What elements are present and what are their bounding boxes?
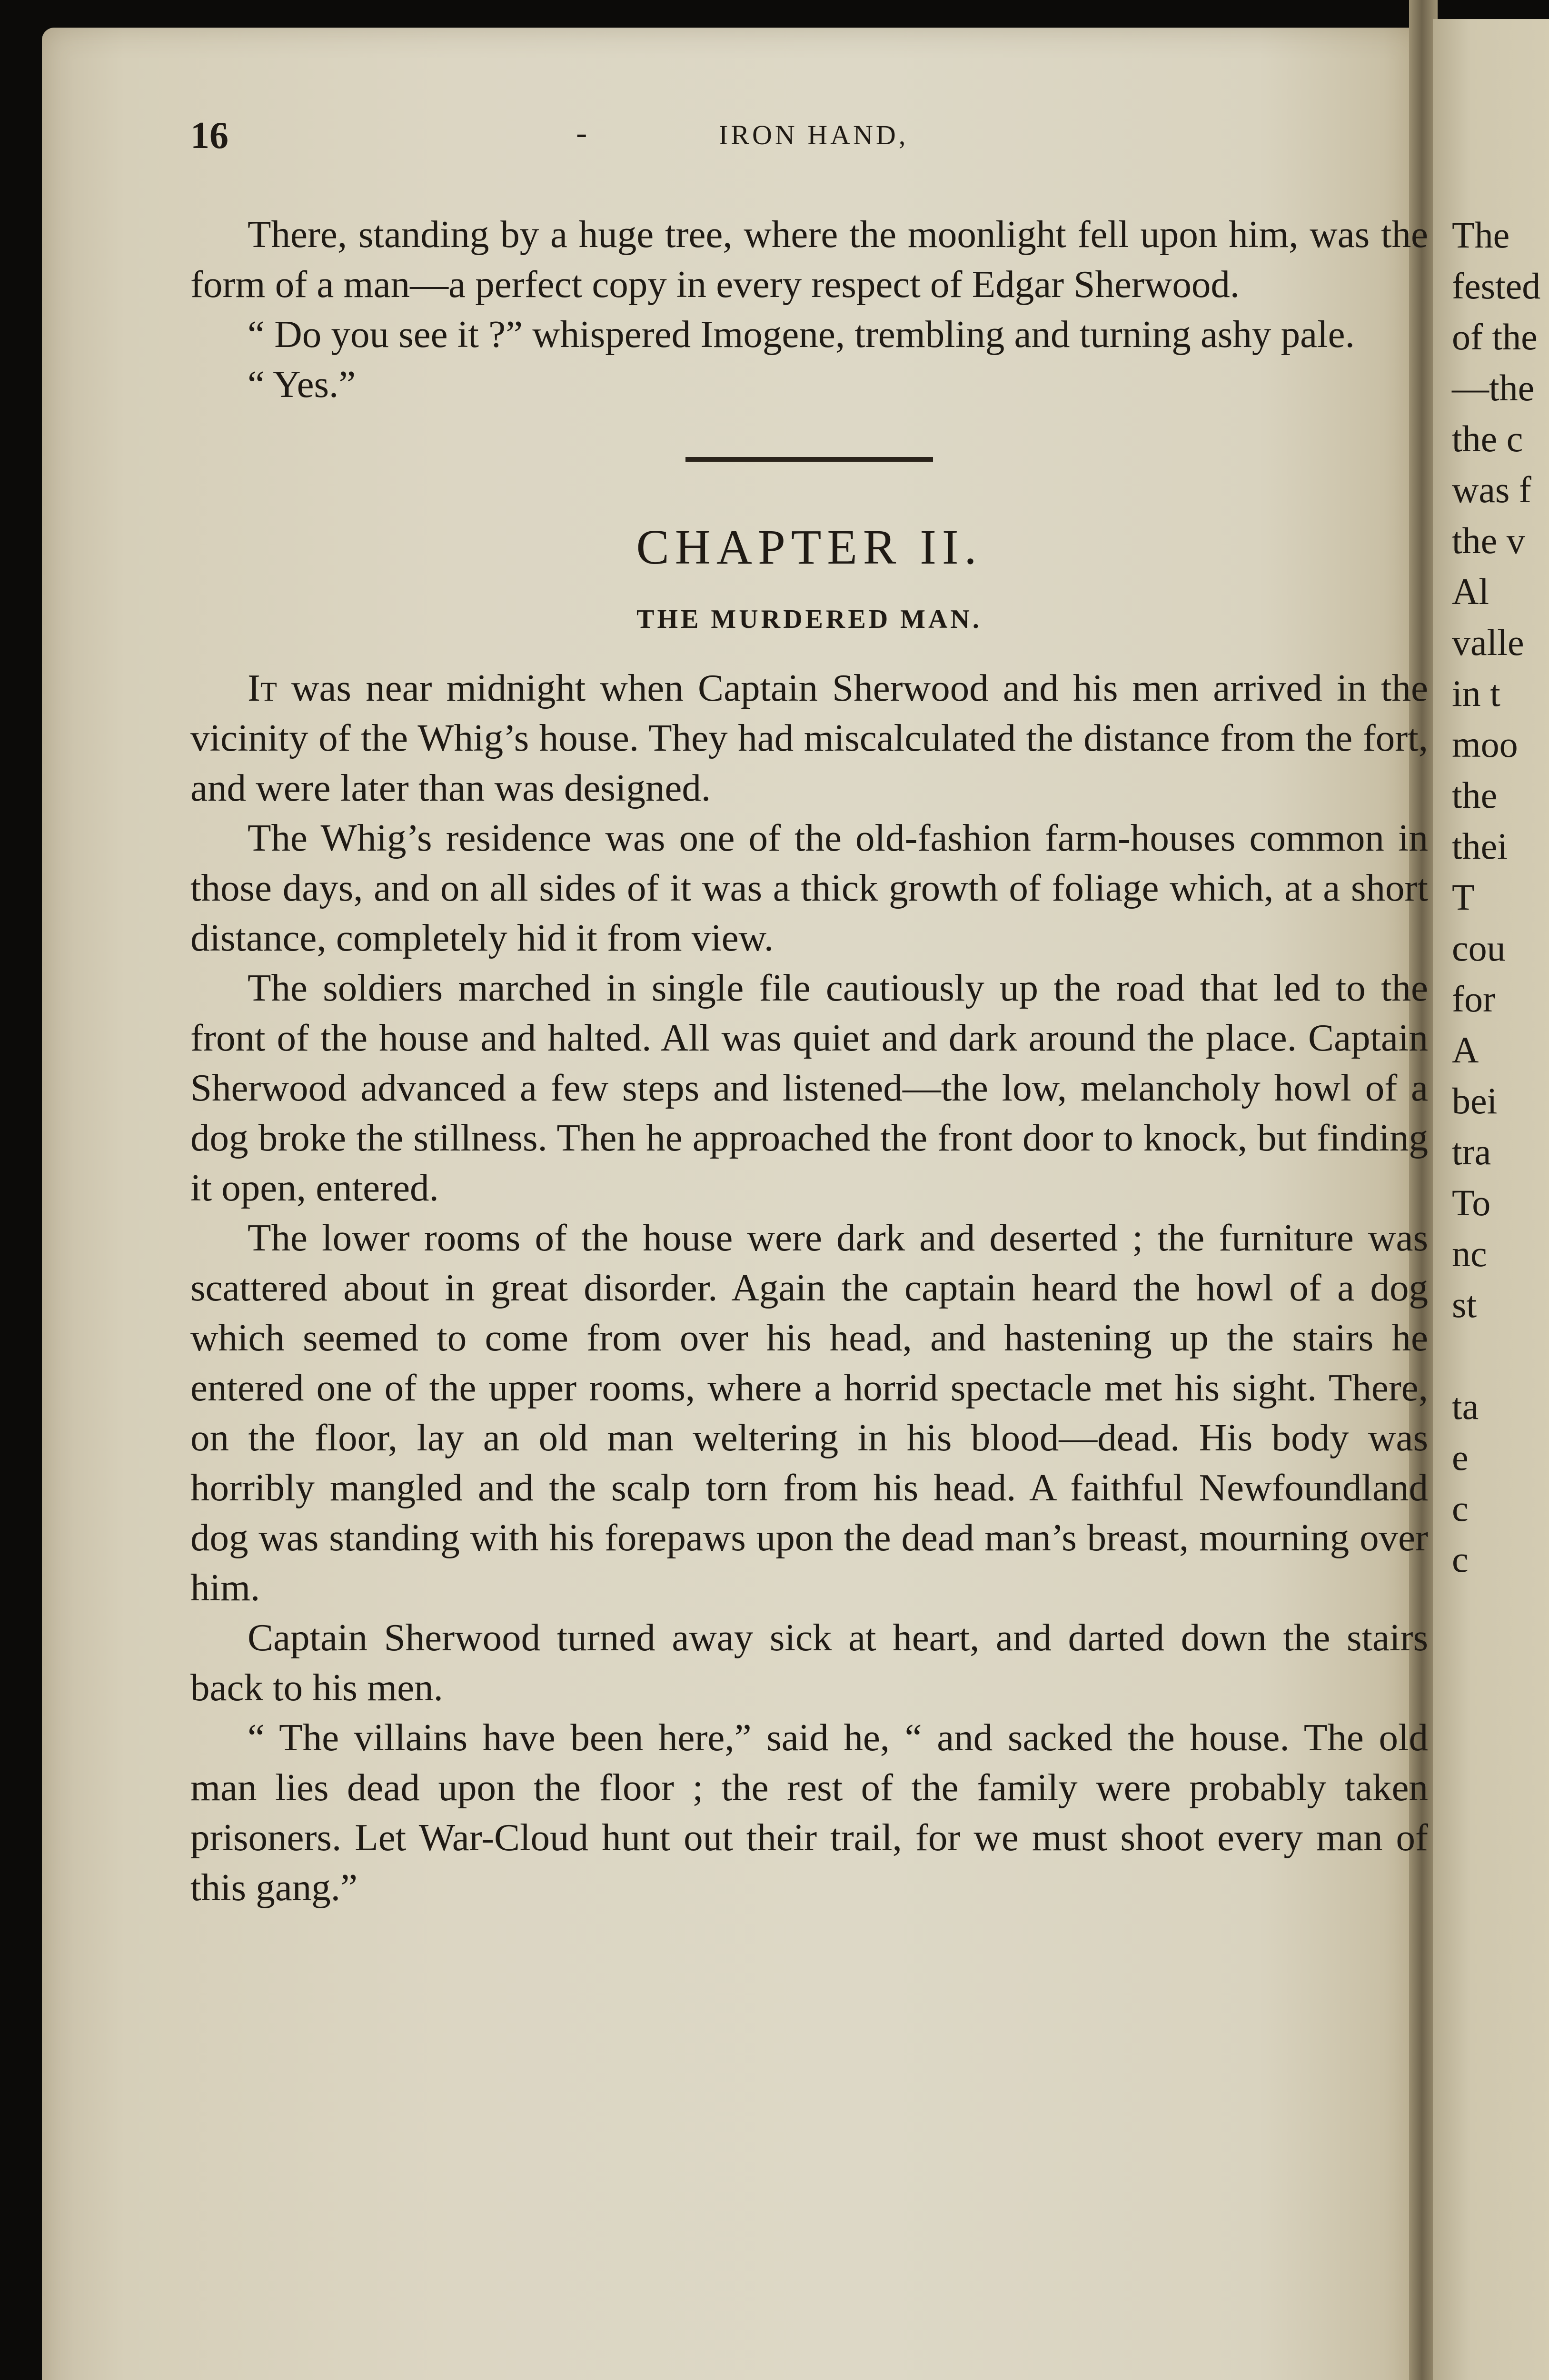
paragraph (190, 663, 1428, 813)
facing-page-line: valle (1452, 622, 1524, 663)
chapter-text (190, 663, 1428, 1913)
paragraph-text: “ The villains have been here,” said he, “ and sacked the house. The old man lies dead upon the floor ; the rest of the family were probably taken prisoners. Let War-Cloud hunt out their trail, for we must shoot every man of this gang.” (190, 1716, 1428, 1909)
paragraph-text: was near midnight when Captain Sherwood and his men arrived in the vicinity of the Whig’s house. They had miscalculated the distance from the fort, and were later than was designed. (190, 666, 1428, 809)
facing-page-line: was f (1452, 469, 1531, 510)
paragraph (190, 1713, 1428, 1913)
paragraph-text: The lower rooms of the house were dark and deserted ; the furniture was scattered about in great disorder. Again the captain heard the howl of a dog which seemed to come from over his head, and hastening up the stairs he entered one of the upper rooms, where a horrid spectacle met his sight. There, on the floor, lay an old man weltering in his blood—dead. His body was horribly mangled and the scalp torn from his head. A faithful Newfoundland dog was standing with his forepaws upon the dead man’s breast, mourning over him. (190, 1216, 1428, 1609)
facing-page-text (1452, 209, 1549, 1585)
chapter-title: CHAPTER II. (636, 520, 983, 575)
paragraph-text: The soldiers marched in single file cautiously up the road that led to the front of the house and halted. All was quiet and dark around the place. Captain Sherwood advanced a few steps and listened—the low, melancholy howl of a dog broke the stillness. Then he approached the front door to knock, but finding it open, entered. (190, 966, 1428, 1209)
facing-page-line: thei (1452, 825, 1508, 867)
facing-page-line: the v (1452, 520, 1525, 561)
facing-page-line: the c (1452, 418, 1523, 459)
facing-page-line: c (1452, 1488, 1469, 1529)
paragraph (190, 963, 1428, 1213)
chapter-subtitle: THE MURDERED MAN. (636, 605, 982, 634)
facing-page-line: the (1452, 774, 1498, 816)
paragraph (190, 813, 1428, 963)
facing-page-line: To (1452, 1182, 1491, 1223)
facing-page-line (1452, 1330, 1549, 1381)
facing-page-line: for (1452, 978, 1495, 1020)
paragraph (190, 1613, 1428, 1713)
running-head (190, 114, 1447, 171)
running-title: IRON HAND, (719, 119, 909, 150)
facing-page-line: of the (1452, 316, 1538, 357)
facing-page-line: cou (1452, 927, 1506, 969)
page-number: 16 (190, 115, 228, 157)
facing-page-line: bei (1452, 1080, 1498, 1121)
facing-page-line: ta (1452, 1386, 1479, 1427)
page-body (190, 209, 1428, 1913)
lead-word: It (248, 666, 277, 709)
paragraph-text: Captain Sherwood turned away sick at heart, and darted down the stairs back to his men. (190, 1616, 1428, 1709)
facing-page-line: The (1452, 214, 1510, 256)
facing-page-line: Al (1452, 571, 1489, 612)
facing-page-line: in t (1452, 673, 1500, 714)
facing-page-line: moo (1452, 724, 1518, 765)
paragraph: There, standing by a huge tree, where the moonlight fell upon him, was the form of a man—a perfect copy in every respect of Edgar Sherwood. (190, 213, 1428, 306)
paragraph-text: The Whig’s residence was one of the old-fashion farm-houses common in those days, and on all sides of it was a thick growth of foliage which, at a short distance, completely hid it from view. (190, 816, 1428, 959)
facing-page-line: —the (1452, 367, 1535, 408)
section-divider-rule (685, 457, 933, 462)
paragraph: “ Yes.” (248, 363, 356, 406)
facing-page-line: T (1452, 876, 1475, 918)
facing-page-line: e (1452, 1437, 1469, 1478)
facing-page-line: nc (1452, 1233, 1487, 1274)
facing-page-line: c (1452, 1538, 1469, 1580)
facing-page-line: A (1452, 1029, 1479, 1071)
paragraph (190, 1213, 1428, 1613)
facing-page-line: st (1452, 1284, 1477, 1325)
running-head-dash: - (576, 115, 587, 151)
paragraph: “ Do you see it ?” whispered Imogene, trembling and turning ashy pale. (248, 313, 1355, 356)
facing-page-edge (1433, 19, 1549, 2380)
facing-page-line: tra (1452, 1131, 1491, 1172)
facing-page-line: fested (1452, 265, 1541, 307)
